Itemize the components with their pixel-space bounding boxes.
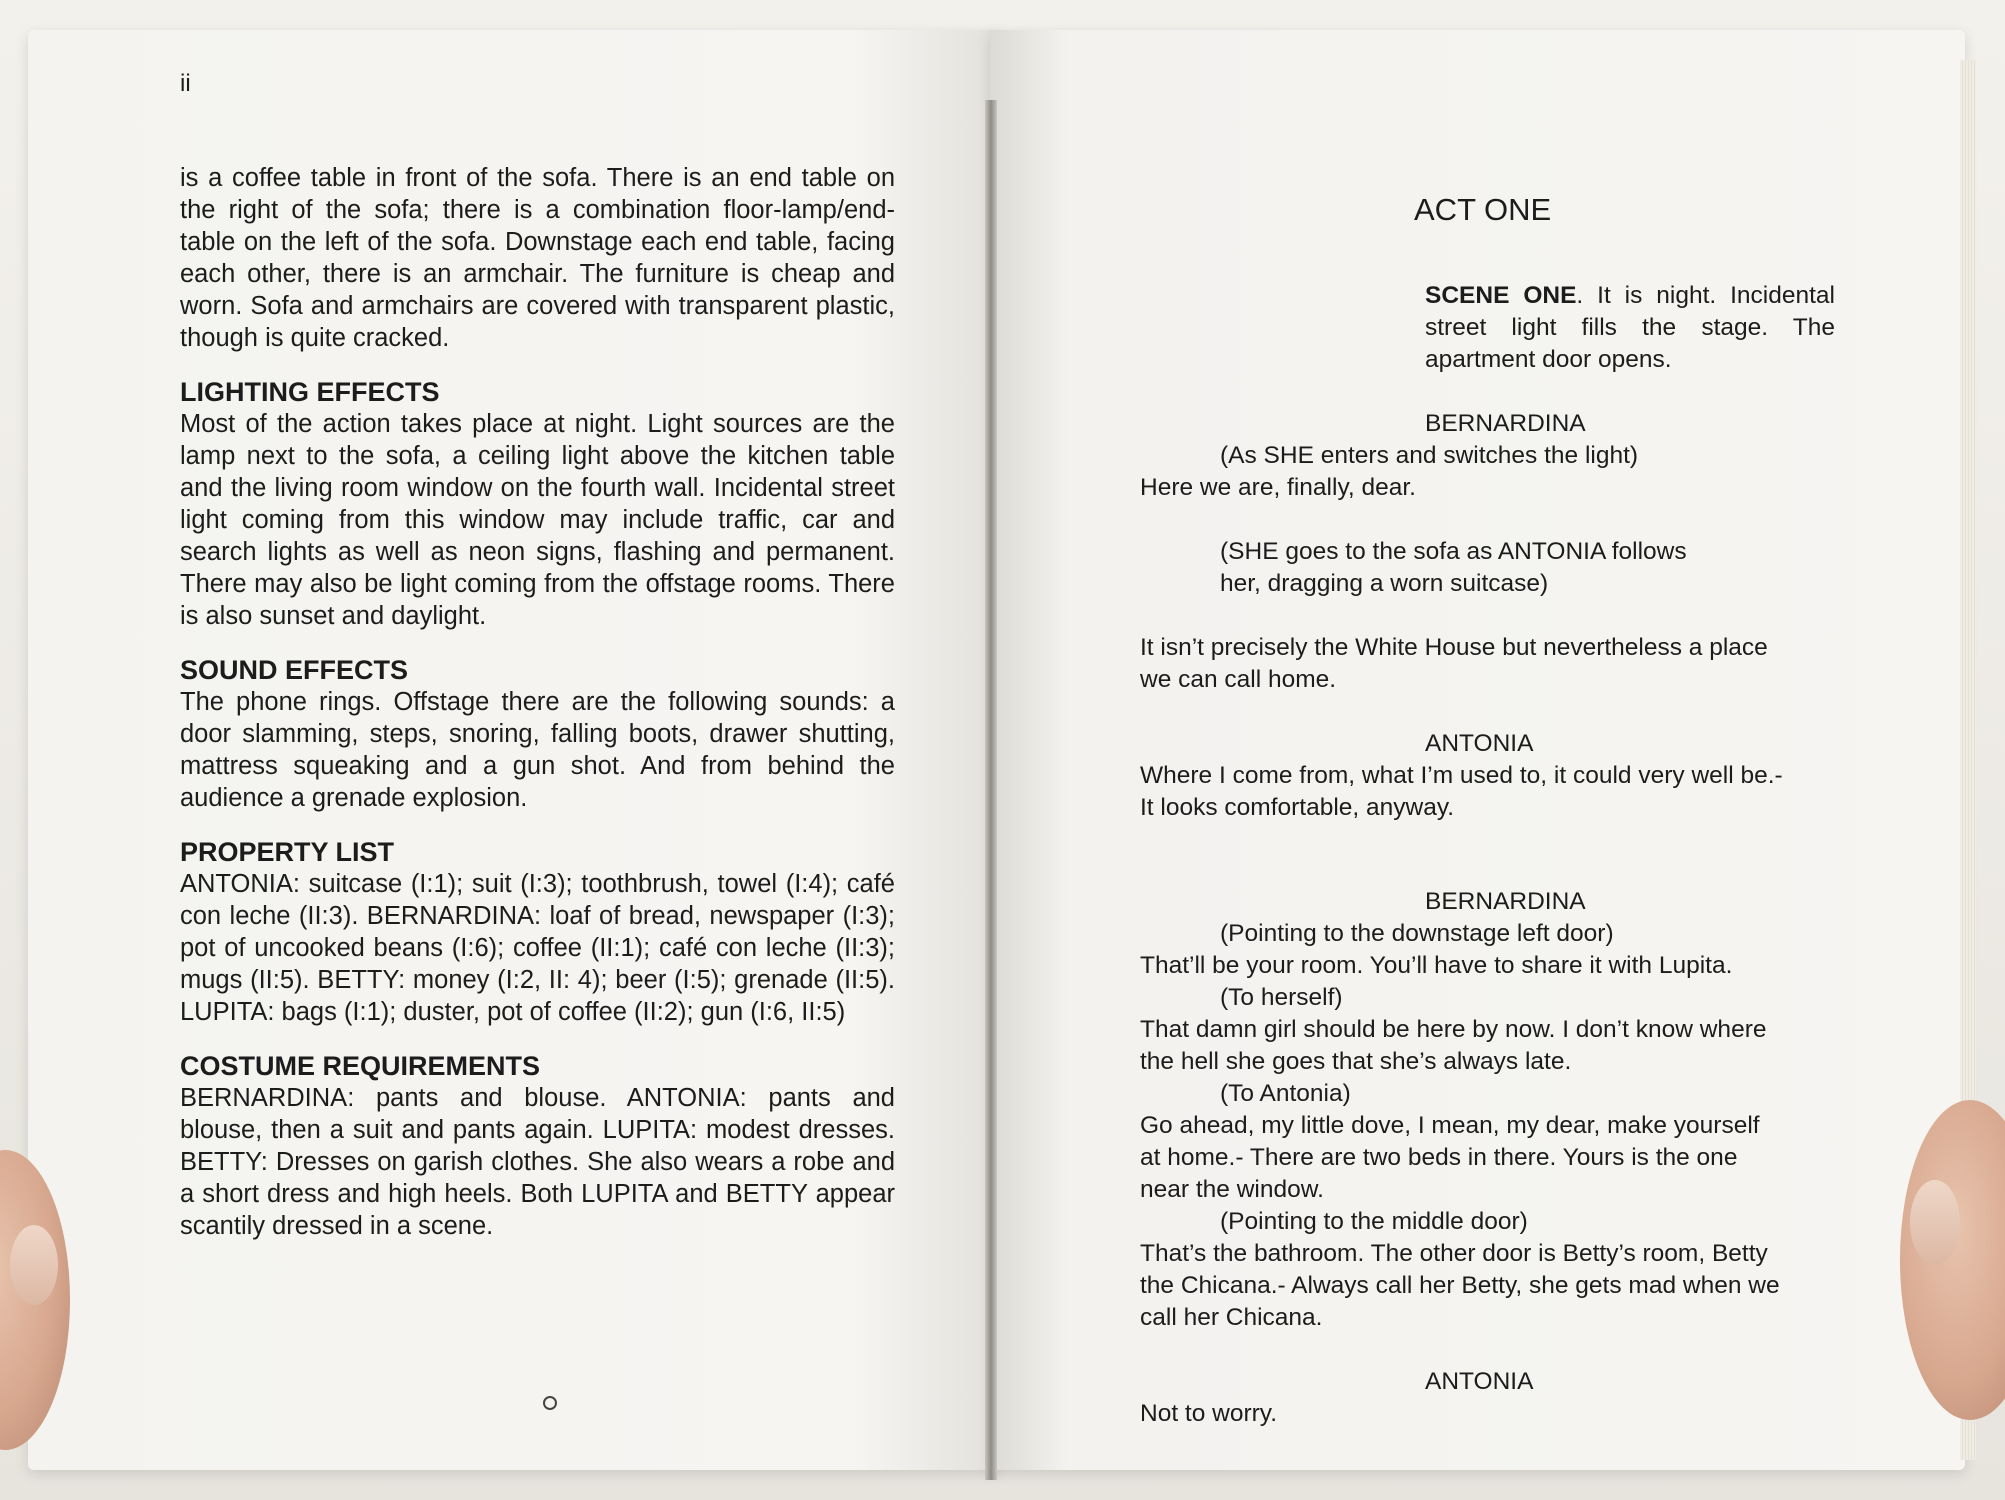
page-number: ii: [180, 70, 191, 97]
dialogue-line: That’ll be your room. You’ll have to share it with Lupita.: [1140, 952, 1733, 979]
dialogue-line: It isn’t precisely the White House but nevertheless a place: [1140, 634, 1768, 661]
scene-description: [1425, 280, 1835, 376]
page-mark: [543, 1396, 557, 1410]
costume-requirements-text: BERNARDINA: pants and blouse. ANTONIA: pants and blouse, then a suit and pants again. LUPITA: modest dresses. BETTY: Dresses on garish clothes. She also wears a robe and a short dress and high heels. Both LUPITA and BETTY appear scantily dressed in a scene.: [180, 1084, 895, 1240]
stage-direction: (Pointing to the middle door): [1220, 1208, 1528, 1235]
dialogue-line: Go ahead, my little dove, I mean, my dear, make yourself: [1140, 1112, 1760, 1139]
stage-direction: (Pointing to the downstage left door): [1220, 920, 1614, 947]
scene-text: . It is night. Incidental street light fills the stage. The apartment door opens.: [1425, 282, 1836, 373]
right-thumbnail: [1910, 1180, 1960, 1265]
dialogue-line: That’s the bathroom. The other door is Betty’s room, Betty: [1140, 1240, 1768, 1267]
property-list-heading: PROPERTY LIST: [180, 837, 395, 867]
set-description: is a coffee table in front of the sofa. There is an end table on the right of the sofa; there is a combination floor-lamp/end-table on the left of the sofa. Downstage each end table, facing each other, there is an armchair. The furniture is cheap and worn. Sofa and armchairs are covered with transparent plastic, though is quite cracked.: [180, 164, 895, 352]
dialogue-line: call her Chicana.: [1140, 1304, 1323, 1331]
sound-effects-text: The phone rings. Offstage there are the following sounds: a door slamming, steps, snoring, falling boots, drawer shutting, mattress squeaking and a gun shot. And from behind the audience a grenade explosion.: [180, 688, 895, 812]
stage-direction: (To Antonia): [1220, 1080, 1351, 1107]
speaker-name: BERNARDINA: [1425, 410, 1586, 437]
dialogue-line: Not to worry.: [1140, 1400, 1278, 1427]
stage-direction: (As SHE enters and switches the light): [1220, 442, 1639, 469]
speaker-name: ANTONIA: [1425, 1368, 1534, 1395]
dialogue-line: Where I come from, what I’m used to, it could very well be.-: [1140, 762, 1783, 789]
lighting-effects-text: Most of the action takes place at night. Light sources are the lamp next to the sofa, a ceiling light above the kitchen table and the living room window on the fourth wall. Incidental street light coming from this window may include traffic, car and search lights as well as neon signs, flashing and permanent. There may also be light coming from the offstage rooms. There is also sunset and daylight.: [180, 410, 895, 630]
sound-effects-heading: SOUND EFFECTS: [180, 655, 409, 685]
dialogue-line: the hell she goes that she’s always late.: [1140, 1048, 1572, 1075]
stage-direction: her, dragging a worn suitcase): [1220, 570, 1549, 597]
stage-direction: (SHE goes to the sofa as ANTONIA follows: [1220, 538, 1687, 565]
dialogue-line: That damn girl should be here by now. I don’t know where: [1140, 1016, 1767, 1043]
dialogue-line: near the window.: [1140, 1176, 1324, 1203]
script-text: [1140, 280, 1835, 1430]
speaker-name: ANTONIA: [1425, 730, 1534, 757]
speaker-name: BERNARDINA: [1425, 888, 1586, 915]
property-list-text: ANTONIA: suitcase (I:1); suit (I:3); toothbrush, towel (I:4); café con leche (II:3). BERNARDINA: loaf of bread, newspaper (I:3); pot of uncooked beans (I:6); coffee (II:1); café con leche (II:3); mugs (II:5). BETTY: money (I:2, II: 4); beer (I:5); grenade (II:5). LUPITA: bags (I:1); duster, pot of coffee (II:2); gun (I:6, II:5): [180, 870, 895, 1026]
scene-heading: SCENE ONE: [1425, 282, 1577, 309]
stage-direction: (To herself): [1220, 984, 1343, 1011]
costume-requirements-heading: COSTUME REQUIREMENTS: [180, 1051, 541, 1081]
dialogue-line: we can call home.: [1140, 666, 1337, 693]
dialogue-line: It looks comfortable, anyway.: [1140, 794, 1455, 821]
act-title: ACT ONE: [1414, 192, 1552, 227]
dialogue-line: Here we are, finally, dear.: [1140, 474, 1416, 501]
dialogue-line: at home.- There are two beds in there. Yours is the one: [1140, 1144, 1738, 1171]
dialogue-line: the Chicana.- Always call her Betty, she gets mad when we: [1140, 1272, 1780, 1299]
left-thumbnail: [10, 1225, 58, 1305]
left-page-text: [180, 162, 895, 1242]
lighting-effects-heading: LIGHTING EFFECTS: [180, 377, 440, 407]
book-spine-gutter: [985, 100, 997, 1480]
